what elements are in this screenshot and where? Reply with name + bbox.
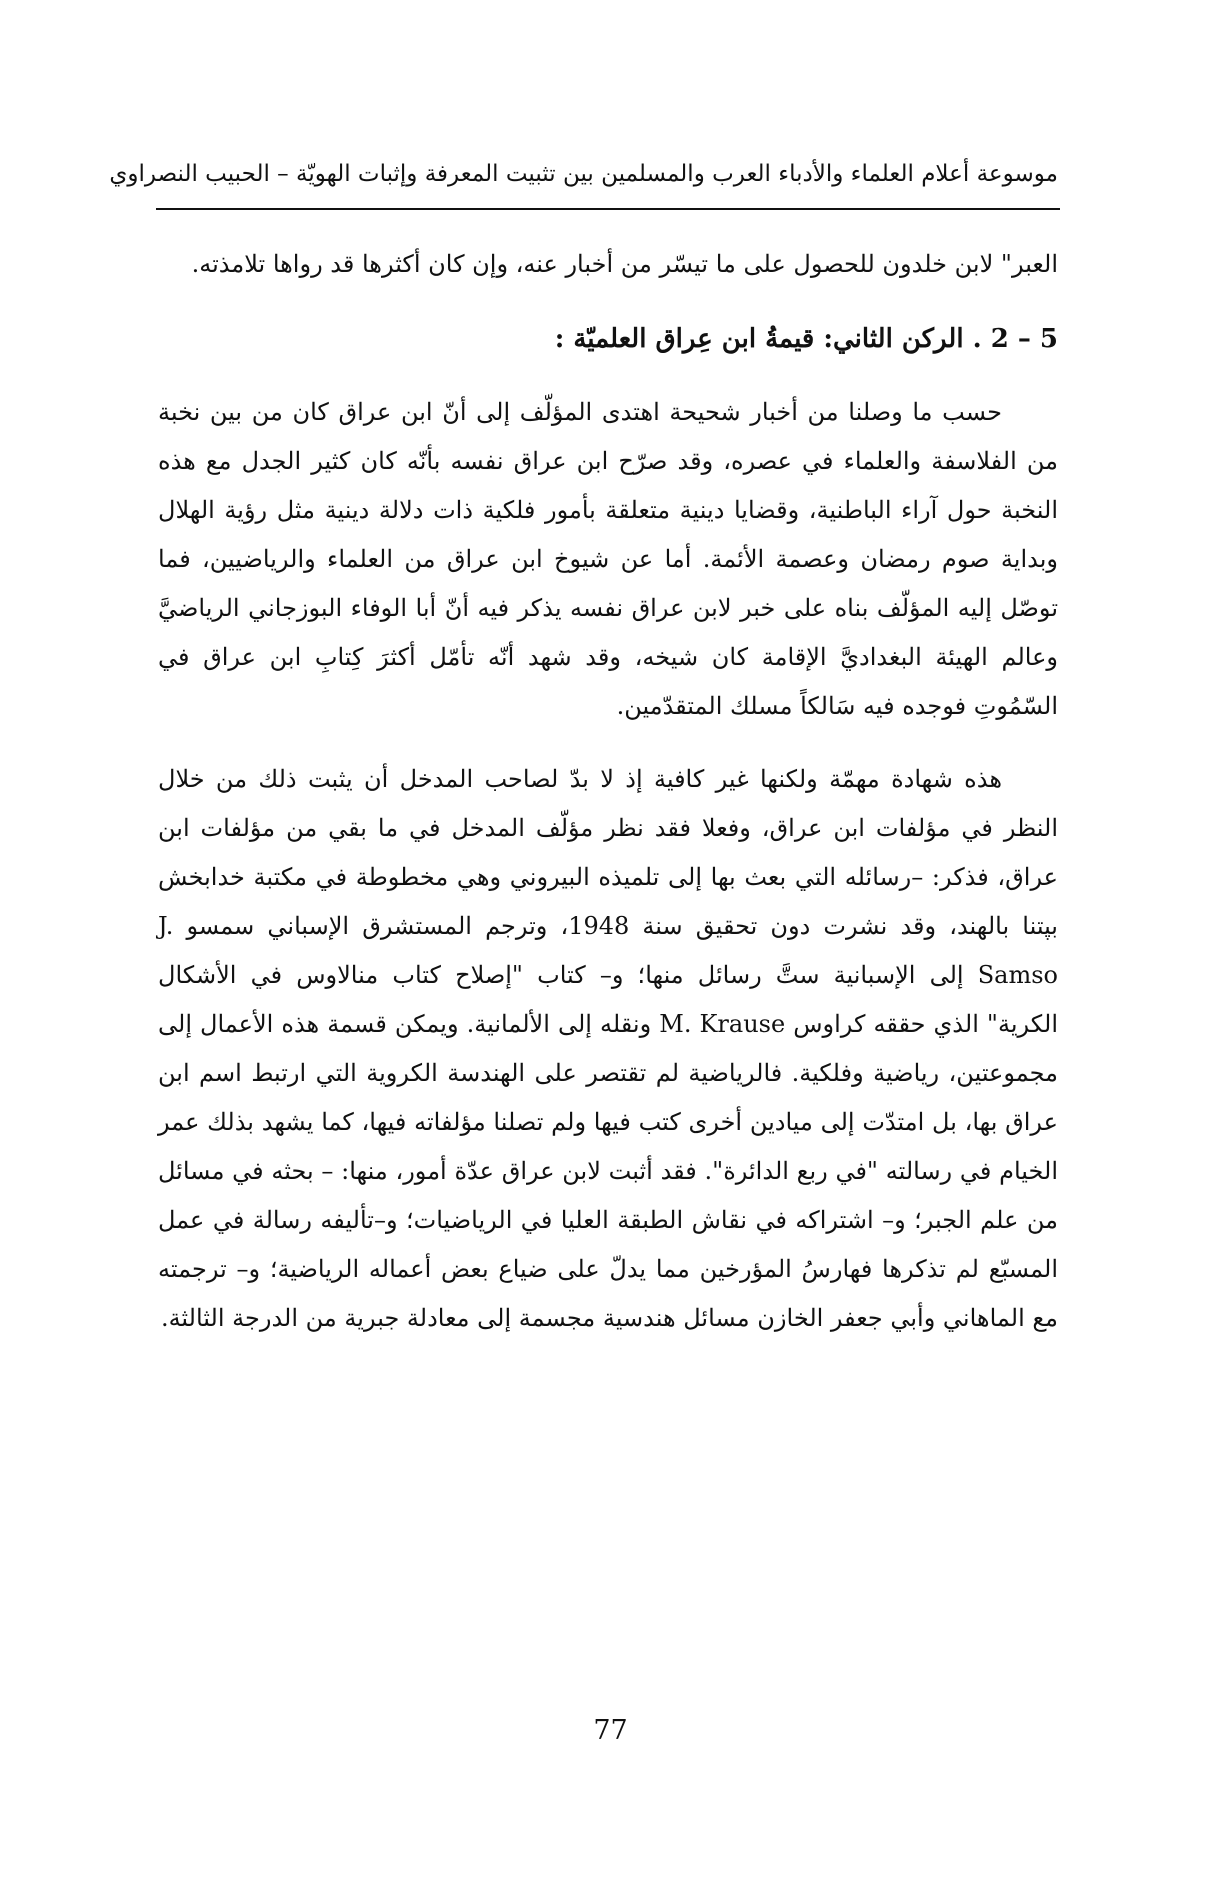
running-header: موسوعة أعلام العلماء والأدباء العرب والمسلمين بين تثبيت المعرفة وإثبات الهويّة – الحبيب النصراوي <box>109 161 1058 187</box>
section-heading: 5 – 2 . الركن الثاني: قيمةُ ابن عِراق العلميّة : <box>554 324 1058 354</box>
page-body <box>158 240 1058 1367</box>
header-divider <box>156 208 1060 210</box>
paragraph-2: هذه شهادة مهمّة ولكنها غير كافية إذ لا بدّ لصاحب المدخل أن يثبت ذلك من خلال النظر في مؤلفات ابن عراق، وفعلا فقد نظر مؤلّف المدخل في ما بقي من مؤلفات ابن عراق، فذكر: –رسائله التي بعث بها إلى تلميذه البيروني وهي مخطوطة في مكتبة خدابخش بپتنا بالهند، وقد نشرت دون تحقيق سنة 1948، وترجم المستشرق الإسباني سمسو J. Samso إلى الإسبانية ستَّ رسائل منها؛ و– كتاب "إصلاح كتاب منالاوس في الأشكال الكرية" الذي حققه كراوس M. Krause ونقله إلى الألمانية. ويمكن قسمة هذه الأعمال إلى مجموعتين، رياضية وفلكية. فالرياضية لم تقتصر على الهندسة الكروية التي ارتبط اسم ابن عراق بها، بل امتدّت إلى ميادين أخرى كتب فيها ولم تصلنا مؤلفاته فيها، كما يشهد بذلك عمر الخيام في رسالته "في ربع الدائرة". فقد أثبت لابن عراق عدّة أمور، منها: – بحثه في مسائل من علم الجبر؛ و– اشتراكه في نقاش الطبقة العليا في الرياضيات؛ و–تأليفه رسالة في عمل المسبّع لم تذكرها فهارسُ المؤرخين مما يدلّ على ضياع بعض أعماله الرياضية؛ و– ترجمته مع الماهاني وأبي جعفر الخازن مسائل هندسية مجسمة إلى معادلة جبرية من الدرجة الثالثة. <box>158 765 1058 1332</box>
page-number: 77 <box>593 1715 628 1746</box>
paragraph-1: حسب ما وصلنا من أخبار شحيحة اهتدى المؤلّف إلى أنّ ابن عراق كان من بين نخبة من الفلاسفة والعلماء في عصره، وقد صرّح ابن عراق نفسه بأنّه كان كثير الجدل مع هذه النخبة حول آراء الباطنية، وقضايا دينية متعلقة بأمور فلكية ذات دلالة دينية مثل رؤية الهلال وبداية صوم رمضان وعصمة الأئمة. أما عن شيوخ ابن عراق من العلماء والرياضيين، فما توصّل إليه المؤلّف بناه على خبر لابن عراق نفسه يذكر فيه أنّ أبا الوفاء البوزجاني الرياضيَّ وعالم الهيئة البغداديَّ الإقامة كان شيخه، وقد شهد أنّه تأمّل أكثرَ كِتابِ ابن عراق في السّمُوتِ فوجده فيه سَالكاً مسلك المتقدّمين. <box>158 398 1058 720</box>
paragraph-continuation: العبر" لابن خلدون للحصول على ما تيسّر من أخبار عنه، وإن كان أكثرها قد رواها تلامذته. <box>191 250 1058 278</box>
